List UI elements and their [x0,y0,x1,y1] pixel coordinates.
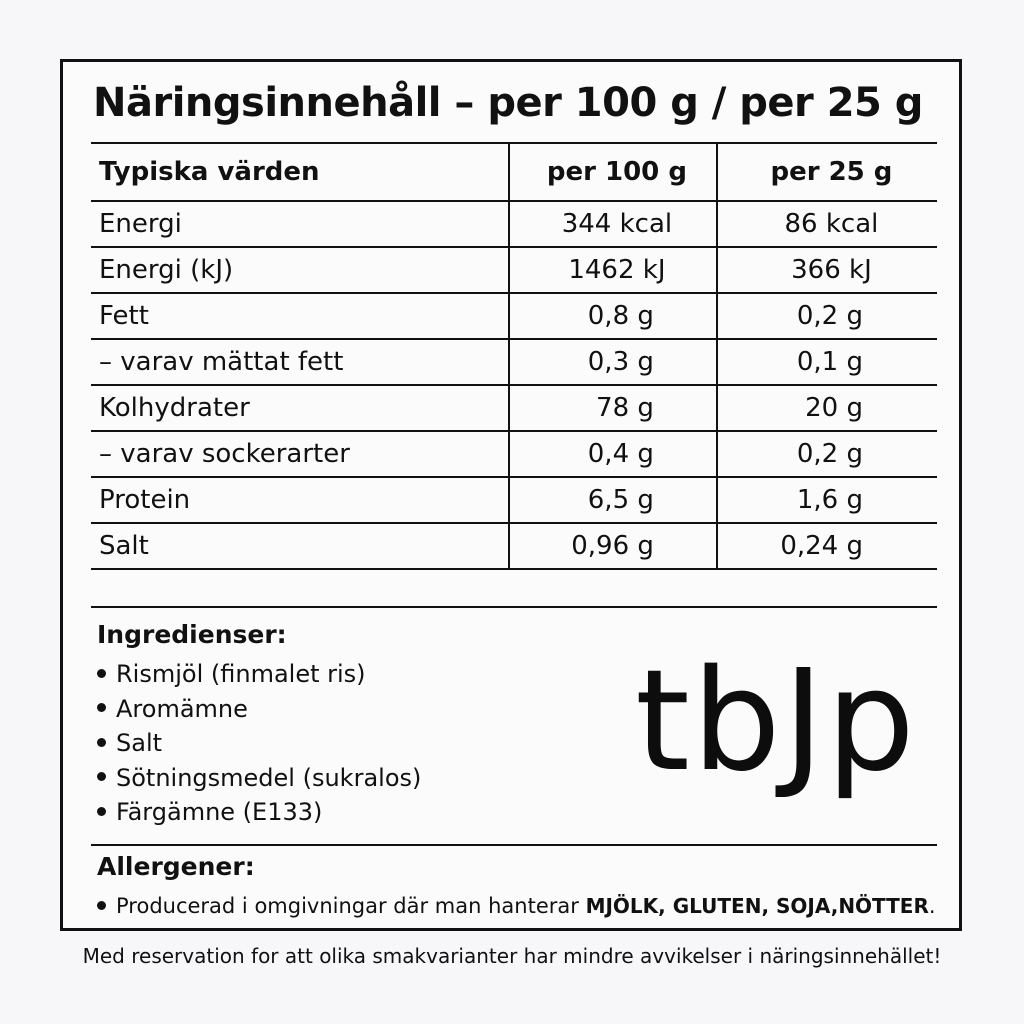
table-row [91,247,937,293]
header-per-100g: per 100 g [509,143,717,201]
row-label: – varav mättat fett [91,339,509,385]
row-value-per-25g: 1,6 g [717,477,937,523]
table-row [91,293,937,339]
allergens-heading: Allergener: [97,852,255,881]
ingredient-text: Salt [116,729,163,757]
row-value-per-100g: 6,5 g [509,477,717,523]
row-value-per-100g: 78 g [509,385,717,431]
brand-logo: tbJp [635,640,917,803]
row-value-per-100g: 0,8 g [509,293,717,339]
row-value-per-25g: 0,1 g [717,339,937,385]
ingredient-text: Sötningsmedel (sukralos) [116,763,422,792]
ingredient-text: Färgämne (E133) [116,798,323,826]
row-label: Protein [91,477,509,523]
nutrition-label [60,59,962,931]
table-row [91,339,937,385]
row-label: Salt [91,523,509,569]
list-item [97,795,421,830]
table-row [91,523,937,569]
ingredients-heading: Ingredienser: [97,620,287,649]
allergen-text: Producerad i omgivningar där man hanterar [116,894,586,918]
row-label: Fett [91,293,509,339]
row-value-per-100g: 344 kcal [509,201,717,247]
row-value-per-100g: 0,96 g [509,523,717,569]
list-item [97,657,421,692]
bullet-icon [97,901,106,910]
ingredient-text: Aromämne [116,694,248,723]
list-item [97,692,421,727]
row-value-per-25g: 0,2 g [717,431,937,477]
list-item [97,761,421,796]
row-value-per-25g: 366 kJ [717,247,937,293]
table-row [91,477,937,523]
row-value-per-100g: 1462 kJ [509,247,717,293]
row-label: Energi (kJ) [91,247,509,293]
bullet-icon [97,807,106,816]
row-label: Kolhydrater [91,385,509,431]
section-divider [91,844,937,846]
row-label: Energi [91,201,509,247]
row-label: – varav sockerarter [91,431,509,477]
ingredients-list [97,657,421,830]
table-header-row [91,143,937,201]
footnote: Med reservation for att olika smakvarianter har mindre avvikelser i näringsinnehället! [82,944,942,968]
allergen-end: . [928,894,936,918]
row-value-per-100g: 0,3 g [509,339,717,385]
header-per-25g: per 25 g [717,143,937,201]
allergen-statement [97,894,936,918]
row-value-per-25g: 0,24 g [717,523,937,569]
list-item [97,726,421,761]
bullet-icon [97,669,106,678]
header-typical-values: Typiska värden [91,143,509,201]
bullet-icon [97,703,106,712]
ingredient-text: Rismjöl (finmalet ris) [116,660,366,688]
bullet-icon [97,772,106,781]
table-row [91,385,937,431]
row-value-per-25g: 20 g [717,385,937,431]
table-row [91,201,937,247]
row-value-per-100g: 0,4 g [509,431,717,477]
table-row [91,431,937,477]
section-divider [91,606,937,608]
bullet-icon [97,738,106,747]
label-title: Näringsinnehåll – per 100 g / per 25 g [93,80,923,126]
nutrition-table [91,142,937,570]
row-value-per-25g: 0,2 g [717,293,937,339]
row-value-per-25g: 86 kcal [717,201,937,247]
allergen-list: MJÖLK, GLUTEN, SOJA,NÖTTER [585,894,929,918]
